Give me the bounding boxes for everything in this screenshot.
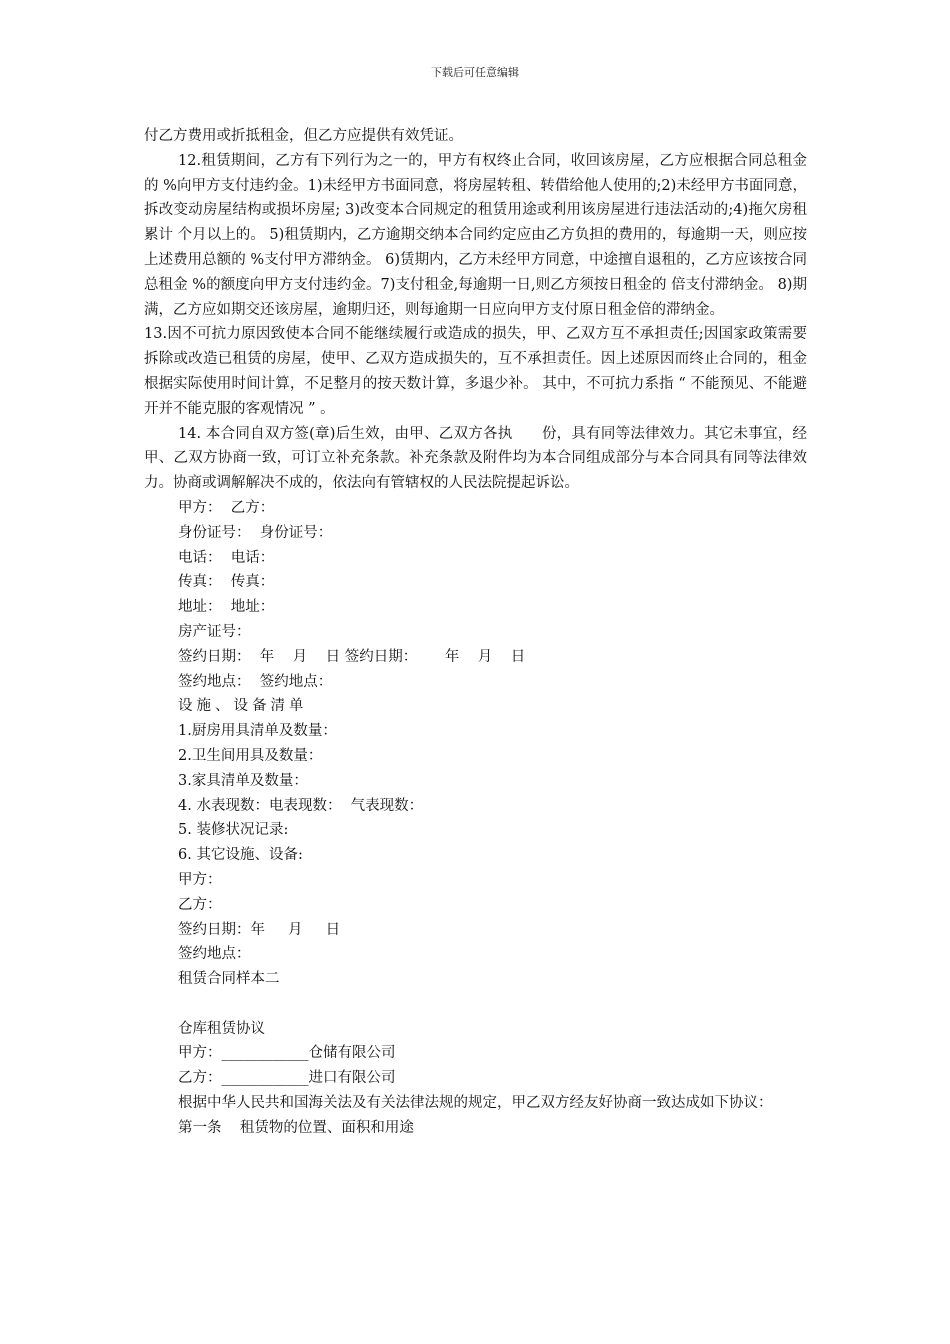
sign-address: 地址： 地址： (178, 599, 275, 616)
sign-phone: 电话： 电话： (178, 549, 275, 566)
warehouse-party-a: 甲方：____________仓储有限公司 (178, 1045, 396, 1062)
warehouse-agreement-title: 仓库租赁协议 (178, 1020, 265, 1037)
document-body (144, 124, 807, 1141)
equipment-list-title: 设施、设备清单 (178, 698, 308, 715)
clause-14: 14. 本合同自双方签(章)后生效，由甲、乙双方各执 份，具有同等法律效力。其它未事宜，经甲、乙双方协商一致，可订立补充条款。补充条款及附件均为本合同组成部分与本合同具有同等法律效力。协商或调解解决不成的，依法向有管辖权的人民法院提起诉讼。 (144, 425, 807, 492)
article-1-heading: 第一条 租赁物的位置、面积和用途 (178, 1119, 414, 1136)
equipment-item: 1.厨房用具清单及数量： (178, 723, 337, 740)
blank-line (144, 992, 807, 1017)
paragraph-fee-offset: 付乙方费用或折抵租金，但乙方应提供有效凭证。 (144, 128, 463, 144)
warehouse-intro: 根据中华人民共和国海关法及有关法律法规的规定，甲乙双方经友好协商一致达成如下协议： (178, 1095, 773, 1112)
sample-two-title: 租赁合同样本二 (178, 971, 280, 988)
equipment-item: 6. 其它设施、设备: (178, 847, 303, 864)
equipment-sign-date: 签约日期：年 月 日 (178, 921, 341, 938)
sign-place: 签约地点： 签约地点： (178, 673, 333, 690)
equipment-item: 5. 装修状况记录: (178, 822, 289, 839)
sign-id-number: 身份证号： 身份证号： (178, 524, 333, 541)
equipment-party-a: 甲方： (178, 871, 222, 888)
equipment-sign-place: 签约地点： (178, 946, 251, 963)
warehouse-party-b: 乙方：____________进口有限公司 (178, 1070, 396, 1087)
sign-date: 签约日期： 年 月 日 签约日期： 年 月 日 (178, 648, 526, 665)
sign-fax: 传真： 传真： (178, 574, 275, 591)
sign-parties: 甲方： 乙方： (178, 499, 275, 516)
page-header: 下载后可任意编辑 (431, 66, 519, 79)
equipment-item: 4. 水表现数：电表现数： 气表现数： (178, 797, 424, 814)
equipment-item: 3.家具清单及数量： (178, 772, 308, 789)
clause-13: 13.因不可抗力原因致使本合同不能继续履行或造成的损失，甲、乙双方互不承担责任;因国家政策需要拆除或改造已租赁的房屋，使甲、乙双方造成损失的，互不承担责任。因上述原因而终止合同的，租金根据实际使用时间计算，不足整月的按天数计算，多退少补。 其中，不可抗力系指 “ 不能预见、不能避开并不能克服的客观情况 ” 。 (144, 326, 807, 417)
equipment-item: 2.卫生间用具及数量： (178, 747, 323, 764)
clause-12: 12.租赁期间，乙方有下列行为之一的，甲方有权终止合同，收回该房屋，乙方应根据合同总租金的 %向甲方支付违约金。1)未经甲方书面同意，将房屋转租、转借给他人使用的;2)未经甲方书面同意，拆改变动房屋结构或损坏房屋; 3)改变本合同规定的租赁用途或利用该房屋进行违法活动的;4)拖欠房租累计 个月以上的。 5)租赁期内，乙方逾期交纳本合同约定应由乙方负担的费用的，每逾期一天，则应按上述费用总额的 %支付甲方滞纳金。 6)赁期内，乙方未经甲方同意，中途擅自退租的，乙方应该按合同总租金 %的额度向甲方支付违约金。7)支付租金,每逾期一日,则乙方须按日租金的 倍支付滞纳金。 8)期满，乙方应如期交还该房屋，逾期归还，则每逾期一日应向甲方支付原日租金倍的滞纳金。 (144, 152, 807, 318)
sign-deed-number: 房产证号： (178, 623, 251, 640)
equipment-party-b: 乙方： (178, 896, 222, 913)
